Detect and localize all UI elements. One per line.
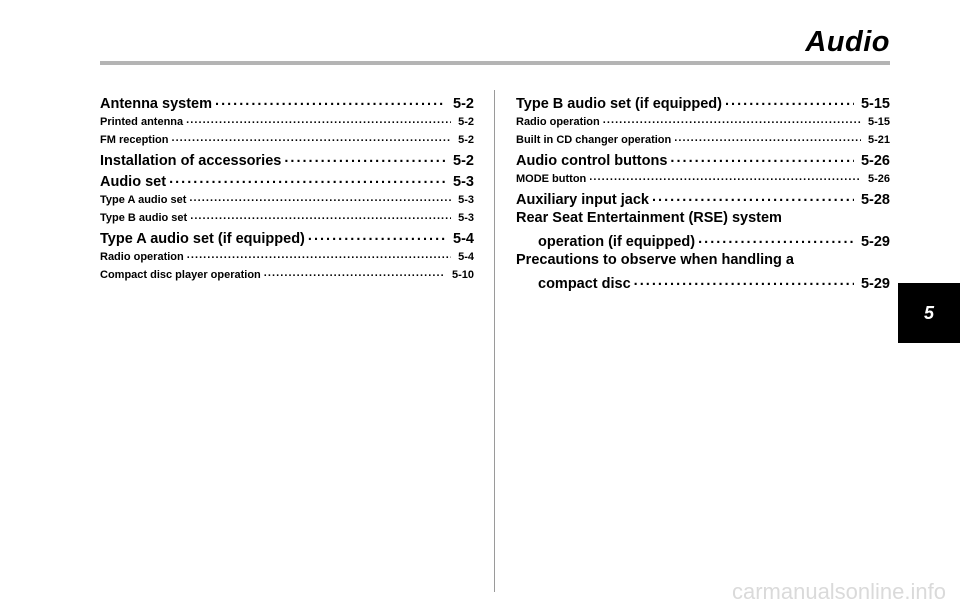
toc-entry-main[interactable]: [516, 252, 890, 294]
toc-entry-page: 5-29: [860, 233, 890, 250]
toc-entry-main[interactable]: [100, 171, 474, 192]
toc-right-column: [516, 93, 890, 294]
toc-entry-sub[interactable]: [100, 267, 474, 285]
chapter-title: Audio: [805, 26, 890, 58]
toc-entry-title-line2: operation (if equipped): [538, 233, 696, 250]
toc-entry-title-line1: Rear Seat Entertainment (RSE) system: [516, 210, 782, 226]
toc-entry-page: 5-15: [860, 95, 890, 112]
chapter-tab-number: 5: [923, 302, 934, 323]
toc-entry-sub[interactable]: [516, 171, 890, 189]
dot-leader: [264, 267, 445, 278]
toc-entry-main[interactable]: [516, 93, 890, 114]
toc-entry-page: 5-26: [860, 152, 890, 169]
toc-entry-page: 5-21: [867, 134, 890, 146]
toc-entry-title: Printed antenna: [100, 116, 184, 128]
toc-entry-title: Compact disc player operation: [100, 269, 261, 281]
dot-leader: [186, 114, 451, 125]
dot-leader: [670, 150, 854, 165]
dot-leader: [187, 249, 451, 260]
toc-entry-main[interactable]: [100, 150, 474, 171]
dot-leader: [698, 231, 854, 246]
toc-entry-sub[interactable]: [100, 114, 474, 132]
toc-entry-main[interactable]: [516, 210, 890, 252]
toc-entry-title: Type A audio set: [100, 194, 187, 206]
dot-leader: [634, 273, 854, 288]
chapter-tab[interactable]: [898, 283, 960, 343]
dot-leader: [169, 171, 446, 186]
toc-entry-title: Antenna system: [100, 95, 213, 112]
dot-leader: [589, 171, 861, 182]
toc-entry-page: 5-2: [453, 152, 474, 169]
toc-entry-main[interactable]: [516, 150, 890, 171]
toc-entry-title: Auxiliary input jack: [516, 191, 649, 208]
toc-entry-page: 5-3: [453, 173, 474, 190]
dot-leader: [215, 93, 446, 108]
column-divider: [494, 90, 495, 592]
toc-entry-page: 5-2: [458, 134, 474, 146]
toc-entry-title: Radio operation: [100, 251, 184, 263]
toc-left-column: [100, 93, 474, 285]
toc-entry-sub[interactable]: [100, 132, 474, 150]
toc-entry-main[interactable]: [516, 189, 890, 210]
toc-entry-sub[interactable]: [516, 114, 890, 132]
toc-entry-page: 5-3: [458, 194, 474, 206]
toc-entry-page: 5-4: [458, 251, 474, 263]
dot-leader: [725, 93, 854, 108]
dot-leader: [652, 189, 854, 204]
toc-entry-page: 5-15: [867, 116, 890, 128]
toc-entry-title: Type A audio set (if equipped): [100, 230, 305, 247]
dot-leader: [284, 150, 446, 165]
toc-entry-title: MODE button: [516, 173, 587, 185]
watermark: carmanualsonline.info: [731, 579, 946, 604]
dot-leader: [190, 210, 451, 221]
toc-entry-title: Type B audio set (if equipped): [516, 95, 722, 112]
toc-entry-sub[interactable]: [516, 132, 890, 150]
toc-entry-title-line2: compact disc: [538, 275, 631, 292]
toc-entry-title: Audio set: [100, 173, 167, 190]
toc-entry-page: 5-10: [451, 269, 474, 281]
toc-entry-title: FM reception: [100, 134, 169, 146]
toc-entry-main[interactable]: [100, 93, 474, 114]
toc-entry-title: Type B audio set: [100, 212, 188, 224]
toc-entry-page: 5-2: [453, 95, 474, 112]
toc-entry-page: 5-26: [867, 173, 890, 185]
dot-leader: [674, 132, 861, 143]
toc-entry-page: 5-4: [453, 230, 474, 247]
toc-entry-title: Radio operation: [516, 116, 600, 128]
toc-entry-page: 5-2: [458, 116, 474, 128]
toc-entry-page: 5-3: [458, 212, 474, 224]
toc-entry-title: Built in CD changer operation: [516, 134, 672, 146]
toc-entry-title-line1: Precautions to observe when handling a: [516, 252, 794, 268]
dot-leader: [171, 132, 451, 143]
toc-entry-title: Installation of accessories: [100, 152, 282, 169]
dot-leader: [603, 114, 861, 125]
toc-entry-sub[interactable]: [100, 249, 474, 267]
dot-leader: [189, 192, 451, 203]
toc-entry-sub[interactable]: [100, 192, 474, 210]
toc-entry-title: Audio control buttons: [516, 152, 668, 169]
toc-entry-main[interactable]: [100, 228, 474, 249]
header-rule: [100, 61, 890, 65]
toc-entry-sub[interactable]: [100, 210, 474, 228]
toc-entry-page: 5-28: [860, 191, 890, 208]
toc-entry-page: 5-29: [860, 275, 890, 292]
dot-leader: [308, 228, 446, 243]
